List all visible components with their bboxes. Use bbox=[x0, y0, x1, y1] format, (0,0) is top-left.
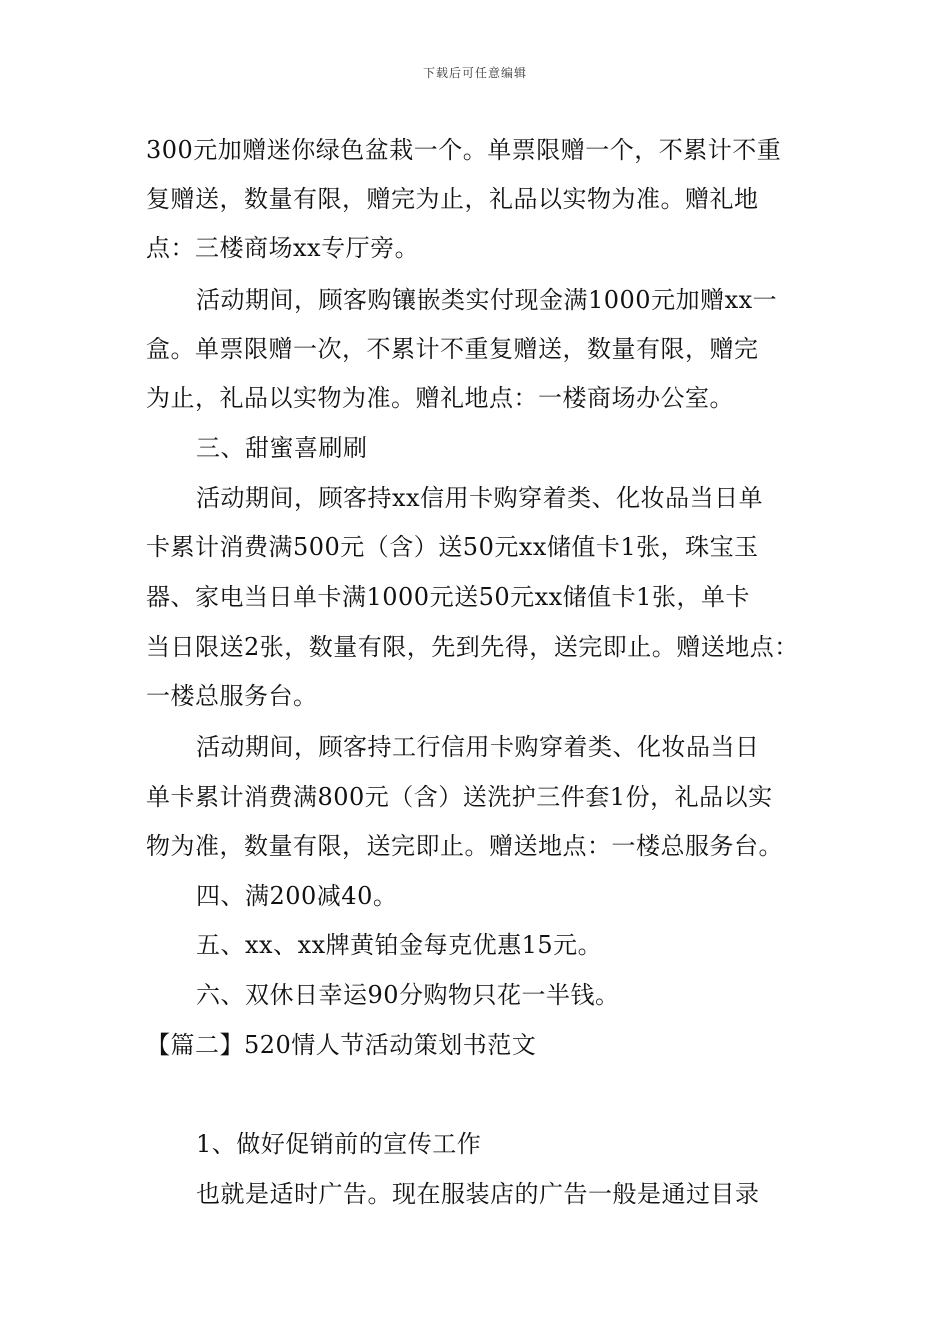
paragraph-line: 一楼总服务台。 bbox=[146, 682, 318, 710]
paragraph-line: 活动期间，顾客购镶嵌类实付现金满1000元加赠xx一 bbox=[196, 286, 778, 314]
section-heading: 六、双休日幸运90分购物只花一半钱。 bbox=[196, 981, 620, 1009]
section-heading: 三、甜蜜喜刷刷 bbox=[196, 434, 368, 462]
paragraph-line: 单卡累计消费满800元（含）送洗护三件套1份，礼品以实 bbox=[146, 783, 773, 811]
section-heading: 五、xx、xx牌黄铂金每克优惠15元。 bbox=[196, 931, 603, 959]
paragraph-line: 点：三楼商场xx专厅旁。 bbox=[146, 234, 420, 262]
paragraph-line: 活动期间，顾客持工行信用卡购穿着类、化妆品当日 bbox=[196, 733, 760, 761]
paragraph-line: 为止，礼品以实物为准。赠礼地点：一楼商场办公室。 bbox=[146, 384, 734, 412]
section-heading: 四、满200减40。 bbox=[196, 882, 398, 910]
paragraph-line: 物为准，数量有限，送完即止。赠送地点：一楼总服务台。 bbox=[146, 832, 783, 860]
paragraph-line: 活动期间，顾客持xx信用卡购穿着类、化妆品当日单 bbox=[196, 484, 764, 512]
paragraph-line: 盒。单票限赠一次，不累计不重复赠送，数量有限，赠完 bbox=[146, 335, 759, 363]
page-header: 下载后可任意编辑 bbox=[422, 66, 527, 80]
chapter-title: 【篇二】520情人节活动策划书范文 bbox=[146, 1031, 537, 1059]
paragraph-line: 也就是适时广告。现在服装店的广告一般是通过目录 bbox=[196, 1180, 760, 1208]
paragraph-line: 复赠送，数量有限，赠完为止，礼品以实物为准。赠礼地 bbox=[146, 185, 759, 213]
paragraph-line: 当日限送2张，数量有限，先到先得，送完即止。赠送地点： bbox=[146, 633, 799, 661]
subsection-heading: 1、做好促销前的宣传工作 bbox=[196, 1130, 482, 1158]
paragraph-line: 器、家电当日单卡满1000元送50元xx储值卡1张，单卡 bbox=[146, 583, 750, 611]
paragraph-line: 300元加赠迷你绿色盆栽一个。单票限赠一个，不累计不重 bbox=[146, 136, 782, 164]
paragraph-line: 卡累计消费满500元（含）送50元xx储值卡1张，珠宝玉 bbox=[146, 533, 759, 561]
